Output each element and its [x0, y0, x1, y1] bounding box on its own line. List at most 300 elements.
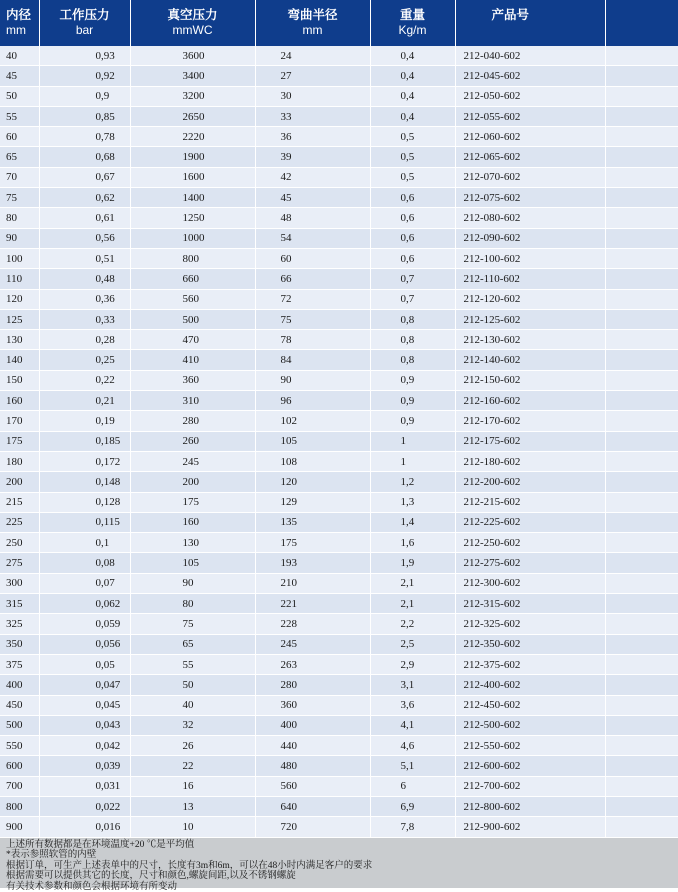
cell-empty [605, 289, 678, 309]
header-unit: mmWC [172, 23, 213, 37]
cell-product-number: 212-060-602 [455, 127, 605, 147]
cell-empty [605, 451, 678, 471]
cell-empty [605, 127, 678, 147]
cell-vacuum-pressure: 32 [130, 715, 255, 735]
cell-weight: 3,6 [370, 695, 455, 715]
cell-inner-diameter: 225 [0, 512, 39, 532]
cell-working-pressure: 0,185 [39, 431, 130, 451]
cell-weight: 6,9 [370, 796, 455, 816]
table-row [0, 736, 678, 756]
cell-bend-radius: 60 [255, 248, 370, 268]
cell-empty [605, 431, 678, 451]
cell-bend-radius: 54 [255, 228, 370, 248]
table-row [0, 817, 678, 837]
cell-bend-radius: 39 [255, 147, 370, 167]
header-title: 弯曲半径 [287, 8, 338, 22]
table-row [0, 248, 678, 268]
cell-weight: 0,5 [370, 147, 455, 167]
cell-inner-diameter: 800 [0, 796, 39, 816]
header-title: 产品号 [491, 8, 530, 22]
cell-vacuum-pressure: 2220 [130, 127, 255, 147]
cell-inner-diameter: 110 [0, 269, 39, 289]
cell-weight: 2,1 [370, 594, 455, 614]
header-title: 工作压力 [59, 8, 110, 22]
table-row [0, 106, 678, 126]
cell-bend-radius: 42 [255, 167, 370, 187]
cell-product-number: 212-140-602 [455, 350, 605, 370]
cell-working-pressure: 0,22 [39, 370, 130, 390]
cell-weight: 2,1 [370, 573, 455, 593]
header-title: 真空压力 [167, 8, 218, 22]
cell-bend-radius: 75 [255, 309, 370, 329]
cell-product-number: 212-900-602 [455, 817, 605, 837]
cell-product-number: 212-800-602 [455, 796, 605, 816]
cell-inner-diameter: 350 [0, 634, 39, 654]
cell-weight: 0,8 [370, 350, 455, 370]
cell-vacuum-pressure: 75 [130, 614, 255, 634]
cell-working-pressure: 0,78 [39, 127, 130, 147]
table-row [0, 147, 678, 167]
cell-bend-radius: 66 [255, 269, 370, 289]
cell-working-pressure: 0,93 [39, 46, 130, 66]
cell-product-number: 212-150-602 [455, 370, 605, 390]
cell-weight: 0,5 [370, 127, 455, 147]
cell-empty [605, 86, 678, 106]
cell-working-pressure: 0,022 [39, 796, 130, 816]
cell-vacuum-pressure: 3400 [130, 66, 255, 86]
cell-inner-diameter: 55 [0, 106, 39, 126]
cell-product-number: 212-300-602 [455, 573, 605, 593]
table-row [0, 330, 678, 350]
cell-bend-radius: 72 [255, 289, 370, 309]
cell-inner-diameter: 140 [0, 350, 39, 370]
cell-inner-diameter: 900 [0, 817, 39, 837]
cell-bend-radius: 24 [255, 46, 370, 66]
table-row [0, 167, 678, 187]
header-title: 内径 [6, 8, 32, 22]
cell-product-number: 212-700-602 [455, 776, 605, 796]
cell-product-number: 212-250-602 [455, 533, 605, 553]
cell-vacuum-pressure: 500 [130, 309, 255, 329]
cell-working-pressure: 0,08 [39, 553, 130, 573]
cell-inner-diameter: 65 [0, 147, 39, 167]
cell-vacuum-pressure: 560 [130, 289, 255, 309]
cell-working-pressure: 0,115 [39, 512, 130, 532]
cell-bend-radius: 221 [255, 594, 370, 614]
cell-product-number: 212-500-602 [455, 715, 605, 735]
cell-working-pressure: 0,62 [39, 188, 130, 208]
cell-product-number: 212-225-602 [455, 512, 605, 532]
cell-working-pressure: 0,059 [39, 614, 130, 634]
cell-vacuum-pressure: 360 [130, 370, 255, 390]
header-working-pressure [39, 0, 130, 46]
cell-empty [605, 675, 678, 695]
table-row [0, 309, 678, 329]
cell-vacuum-pressure: 10 [130, 817, 255, 837]
cell-empty [605, 776, 678, 796]
cell-bend-radius: 30 [255, 86, 370, 106]
cell-bend-radius: 33 [255, 106, 370, 126]
table-row [0, 188, 678, 208]
cell-bend-radius: 228 [255, 614, 370, 634]
cell-inner-diameter: 50 [0, 86, 39, 106]
cell-bend-radius: 135 [255, 512, 370, 532]
cell-weight: 0,8 [370, 330, 455, 350]
cell-product-number: 212-090-602 [455, 228, 605, 248]
cell-bend-radius: 640 [255, 796, 370, 816]
cell-weight: 0,4 [370, 106, 455, 126]
cell-bend-radius: 560 [255, 776, 370, 796]
cell-weight: 5,1 [370, 756, 455, 776]
cell-working-pressure: 0,19 [39, 411, 130, 431]
cell-working-pressure: 0,68 [39, 147, 130, 167]
cell-working-pressure: 0,042 [39, 736, 130, 756]
cell-product-number: 212-400-602 [455, 675, 605, 695]
cell-inner-diameter: 150 [0, 370, 39, 390]
cell-working-pressure: 0,48 [39, 269, 130, 289]
table-row [0, 533, 678, 553]
cell-product-number: 212-450-602 [455, 695, 605, 715]
cell-inner-diameter: 40 [0, 46, 39, 66]
cell-empty [605, 634, 678, 654]
header-unit: Kg/m [398, 23, 427, 37]
cell-vacuum-pressure: 175 [130, 492, 255, 512]
table-row [0, 472, 678, 492]
cell-product-number: 212-180-602 [455, 451, 605, 471]
cell-inner-diameter: 100 [0, 248, 39, 268]
cell-weight: 1,3 [370, 492, 455, 512]
cell-empty [605, 533, 678, 553]
header-product-number [455, 0, 605, 46]
cell-bend-radius: 96 [255, 391, 370, 411]
footnote-line: 有关技术参数和颜色会根据环境有所变动 [6, 881, 178, 892]
cell-empty [605, 472, 678, 492]
cell-bend-radius: 36 [255, 127, 370, 147]
cell-product-number: 212-215-602 [455, 492, 605, 512]
cell-inner-diameter: 180 [0, 451, 39, 471]
cell-inner-diameter: 215 [0, 492, 39, 512]
cell-weight: 0,4 [370, 46, 455, 66]
cell-empty [605, 188, 678, 208]
cell-empty [605, 248, 678, 268]
cell-inner-diameter: 275 [0, 553, 39, 573]
cell-empty [605, 147, 678, 167]
cell-product-number: 212-315-602 [455, 594, 605, 614]
cell-working-pressure: 0,056 [39, 634, 130, 654]
cell-vacuum-pressure: 200 [130, 472, 255, 492]
cell-weight: 7,8 [370, 817, 455, 837]
cell-inner-diameter: 200 [0, 472, 39, 492]
table-row [0, 553, 678, 573]
table-row [0, 391, 678, 411]
cell-empty [605, 512, 678, 532]
cell-product-number: 212-200-602 [455, 472, 605, 492]
cell-vacuum-pressure: 1900 [130, 147, 255, 167]
table-row [0, 695, 678, 715]
cell-product-number: 212-055-602 [455, 106, 605, 126]
cell-empty [605, 553, 678, 573]
cell-vacuum-pressure: 3600 [130, 46, 255, 66]
cell-weight: 0,6 [370, 228, 455, 248]
cell-empty [605, 756, 678, 776]
cell-working-pressure: 0,1 [39, 533, 130, 553]
cell-vacuum-pressure: 1250 [130, 208, 255, 228]
table-row [0, 208, 678, 228]
cell-vacuum-pressure: 16 [130, 776, 255, 796]
cell-bend-radius: 245 [255, 634, 370, 654]
cell-inner-diameter: 500 [0, 715, 39, 735]
cell-bend-radius: 102 [255, 411, 370, 431]
cell-bend-radius: 210 [255, 573, 370, 593]
footnote-line: 根据订单，可生产上述表单中的尺寸，长度有3m和6m，可以在48小时内满足客户的要求 [6, 860, 373, 871]
cell-empty [605, 330, 678, 350]
cell-weight: 0,8 [370, 309, 455, 329]
table-row [0, 756, 678, 776]
cell-vacuum-pressure: 40 [130, 695, 255, 715]
cell-weight: 1,9 [370, 553, 455, 573]
header-vacuum-pressure [130, 0, 255, 46]
cell-vacuum-pressure: 245 [130, 451, 255, 471]
cell-working-pressure: 0,128 [39, 492, 130, 512]
cell-bend-radius: 27 [255, 66, 370, 86]
cell-empty [605, 695, 678, 715]
cell-product-number: 212-375-602 [455, 654, 605, 674]
cell-weight: 3,1 [370, 675, 455, 695]
table-row [0, 614, 678, 634]
table-header [0, 0, 678, 46]
cell-working-pressure: 0,33 [39, 309, 130, 329]
cell-product-number: 212-550-602 [455, 736, 605, 756]
table-row [0, 370, 678, 390]
cell-product-number: 212-325-602 [455, 614, 605, 634]
cell-working-pressure: 0,172 [39, 451, 130, 471]
cell-working-pressure: 0,85 [39, 106, 130, 126]
cell-vacuum-pressure: 470 [130, 330, 255, 350]
cell-inner-diameter: 170 [0, 411, 39, 431]
cell-inner-diameter: 70 [0, 167, 39, 187]
table-row [0, 573, 678, 593]
cell-bend-radius: 193 [255, 553, 370, 573]
table-row [0, 289, 678, 309]
cell-vacuum-pressure: 90 [130, 573, 255, 593]
cell-empty [605, 736, 678, 756]
header-unit [492, 23, 605, 38]
table-row [0, 796, 678, 816]
cell-empty [605, 715, 678, 735]
cell-inner-diameter: 250 [0, 533, 39, 553]
cell-vacuum-pressure: 65 [130, 634, 255, 654]
cell-working-pressure: 0,67 [39, 167, 130, 187]
table-row [0, 451, 678, 471]
cell-product-number: 212-125-602 [455, 309, 605, 329]
cell-empty [605, 391, 678, 411]
cell-inner-diameter: 315 [0, 594, 39, 614]
cell-product-number: 212-130-602 [455, 330, 605, 350]
cell-working-pressure: 0,56 [39, 228, 130, 248]
table-row [0, 492, 678, 512]
cell-weight: 0,6 [370, 208, 455, 228]
cell-inner-diameter: 175 [0, 431, 39, 451]
cell-product-number: 212-275-602 [455, 553, 605, 573]
cell-inner-diameter: 375 [0, 654, 39, 674]
header-unit: bar [75, 23, 94, 37]
cell-weight: 0,5 [370, 167, 455, 187]
cell-weight: 0,9 [370, 370, 455, 390]
cell-empty [605, 167, 678, 187]
cell-product-number: 212-040-602 [455, 46, 605, 66]
cell-bend-radius: 720 [255, 817, 370, 837]
cell-weight: 2,9 [370, 654, 455, 674]
cell-vacuum-pressure: 3200 [130, 86, 255, 106]
cell-weight: 4,1 [370, 715, 455, 735]
cell-vacuum-pressure: 2650 [130, 106, 255, 126]
table-row [0, 411, 678, 431]
cell-empty [605, 594, 678, 614]
cell-working-pressure: 0,062 [39, 594, 130, 614]
cell-bend-radius: 400 [255, 715, 370, 735]
cell-empty [605, 796, 678, 816]
cell-empty [605, 350, 678, 370]
cell-vacuum-pressure: 13 [130, 796, 255, 816]
cell-vacuum-pressure: 55 [130, 654, 255, 674]
cell-vacuum-pressure: 280 [130, 411, 255, 431]
cell-bend-radius: 280 [255, 675, 370, 695]
header-empty [605, 0, 678, 46]
cell-product-number: 212-080-602 [455, 208, 605, 228]
table-row [0, 675, 678, 695]
cell-working-pressure: 0,045 [39, 695, 130, 715]
cell-empty [605, 106, 678, 126]
cell-weight: 0,9 [370, 391, 455, 411]
cell-inner-diameter: 300 [0, 573, 39, 593]
cell-working-pressure: 0,25 [39, 350, 130, 370]
cell-bend-radius: 175 [255, 533, 370, 553]
cell-vacuum-pressure: 80 [130, 594, 255, 614]
cell-bend-radius: 45 [255, 188, 370, 208]
cell-vacuum-pressure: 410 [130, 350, 255, 370]
cell-weight: 1 [370, 431, 455, 451]
cell-product-number: 212-050-602 [455, 86, 605, 106]
cell-weight: 1,4 [370, 512, 455, 532]
cell-inner-diameter: 130 [0, 330, 39, 350]
cell-bend-radius: 480 [255, 756, 370, 776]
cell-inner-diameter: 90 [0, 228, 39, 248]
cell-working-pressure: 0,039 [39, 756, 130, 776]
cell-vacuum-pressure: 800 [130, 248, 255, 268]
cell-vacuum-pressure: 1600 [130, 167, 255, 187]
table-row [0, 228, 678, 248]
table-row [0, 86, 678, 106]
cell-inner-diameter: 45 [0, 66, 39, 86]
cell-product-number: 212-160-602 [455, 391, 605, 411]
table-row [0, 46, 678, 66]
header-weight [370, 0, 455, 46]
cell-working-pressure: 0,21 [39, 391, 130, 411]
cell-empty [605, 654, 678, 674]
cell-vacuum-pressure: 660 [130, 269, 255, 289]
cell-bend-radius: 120 [255, 472, 370, 492]
cell-bend-radius: 78 [255, 330, 370, 350]
cell-weight: 6 [370, 776, 455, 796]
table-row [0, 512, 678, 532]
cell-bend-radius: 84 [255, 350, 370, 370]
cell-weight: 1,2 [370, 472, 455, 492]
cell-weight: 1 [370, 451, 455, 471]
cell-inner-diameter: 325 [0, 614, 39, 634]
cell-vacuum-pressure: 50 [130, 675, 255, 695]
cell-working-pressure: 0,9 [39, 86, 130, 106]
cell-working-pressure: 0,016 [39, 817, 130, 837]
cell-inner-diameter: 75 [0, 188, 39, 208]
header-unit: mm [302, 23, 323, 37]
cell-empty [605, 492, 678, 512]
table-row [0, 431, 678, 451]
cell-vacuum-pressure: 22 [130, 756, 255, 776]
table-row [0, 776, 678, 796]
cell-inner-diameter: 120 [0, 289, 39, 309]
table-row [0, 350, 678, 370]
cell-weight: 2,2 [370, 614, 455, 634]
cell-product-number: 212-120-602 [455, 289, 605, 309]
table-row [0, 269, 678, 289]
cell-product-number: 212-070-602 [455, 167, 605, 187]
cell-product-number: 212-350-602 [455, 634, 605, 654]
cell-product-number: 212-045-602 [455, 66, 605, 86]
cell-empty [605, 817, 678, 837]
cell-weight: 0,4 [370, 86, 455, 106]
cell-inner-diameter: 550 [0, 736, 39, 756]
cell-bend-radius: 440 [255, 736, 370, 756]
cell-bend-radius: 129 [255, 492, 370, 512]
cell-empty [605, 309, 678, 329]
cell-working-pressure: 0,031 [39, 776, 130, 796]
cell-vacuum-pressure: 310 [130, 391, 255, 411]
cell-empty [605, 370, 678, 390]
cell-working-pressure: 0,05 [39, 654, 130, 674]
cell-bend-radius: 90 [255, 370, 370, 390]
cell-vacuum-pressure: 1400 [130, 188, 255, 208]
table-row [0, 654, 678, 674]
cell-bend-radius: 105 [255, 431, 370, 451]
cell-empty [605, 411, 678, 431]
cell-product-number: 212-600-602 [455, 756, 605, 776]
cell-bend-radius: 48 [255, 208, 370, 228]
cell-working-pressure: 0,043 [39, 715, 130, 735]
cell-weight: 0,6 [370, 248, 455, 268]
cell-weight: 0,7 [370, 289, 455, 309]
table-body [0, 46, 678, 837]
cell-inner-diameter: 125 [0, 309, 39, 329]
cell-empty [605, 208, 678, 228]
cell-product-number: 212-100-602 [455, 248, 605, 268]
table-row [0, 594, 678, 614]
cell-inner-diameter: 60 [0, 127, 39, 147]
cell-product-number: 212-175-602 [455, 431, 605, 451]
cell-inner-diameter: 160 [0, 391, 39, 411]
cell-working-pressure: 0,51 [39, 248, 130, 268]
cell-working-pressure: 0,148 [39, 472, 130, 492]
cell-working-pressure: 0,61 [39, 208, 130, 228]
table-row [0, 634, 678, 654]
header-inner-diameter [0, 0, 39, 46]
cell-working-pressure: 0,07 [39, 573, 130, 593]
cell-weight: 0,6 [370, 188, 455, 208]
header-bend-radius [255, 0, 370, 46]
cell-empty [605, 66, 678, 86]
cell-vacuum-pressure: 260 [130, 431, 255, 451]
header-title: 重量 [399, 8, 425, 22]
cell-inner-diameter: 450 [0, 695, 39, 715]
